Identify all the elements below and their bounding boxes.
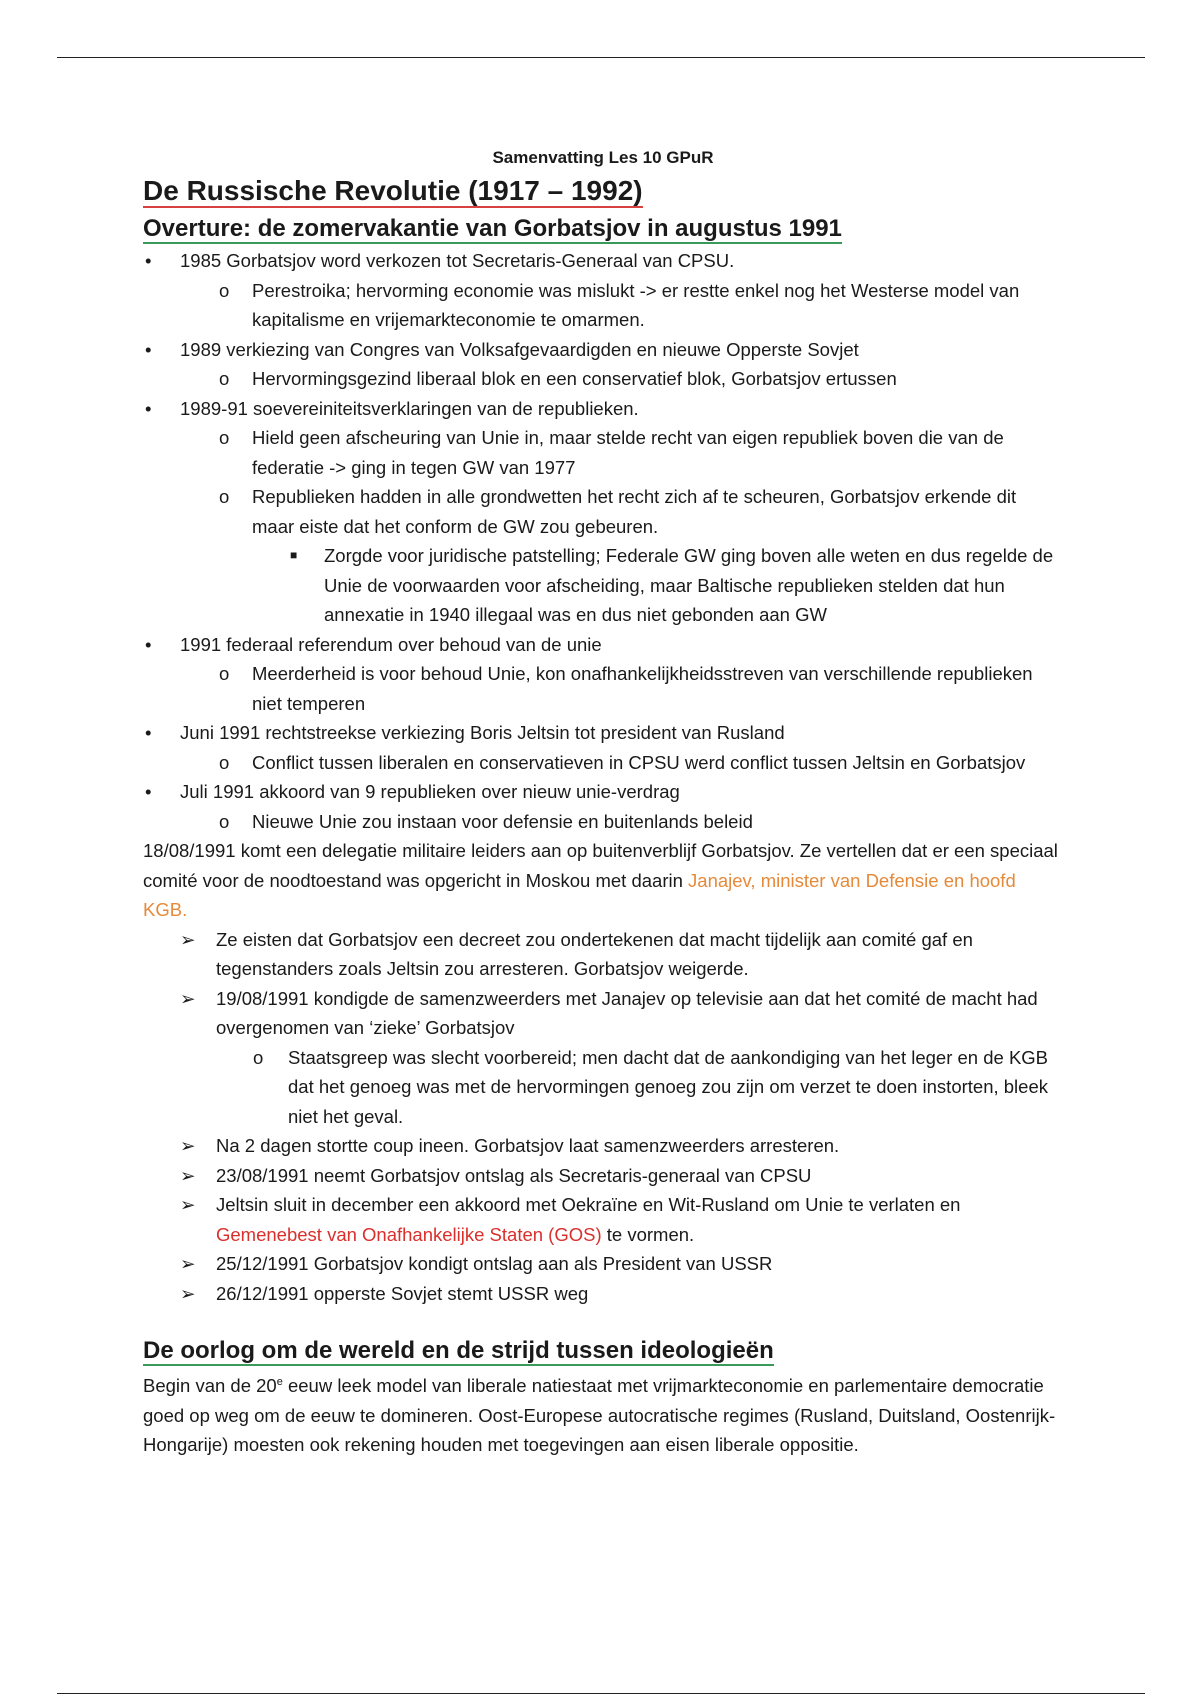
document-title: Samenvatting Les 10 GPuR [492, 148, 714, 167]
bullet-item: • 1991 federaal referendum over behoud van de unie [143, 630, 1063, 660]
arrow-item: ➢ 25/12/1991 Gorbatsjov kondigt ontslag aan als President van USSR [143, 1249, 1063, 1279]
highlight-gos: Gemenebest van Onafhankelijke Staten (GOS) [216, 1223, 602, 1245]
circle-marker: o [219, 486, 230, 507]
bullet-item: • 1989-91 soevereiniteitsverklaringen van de republieken. [143, 394, 1063, 424]
circle-marker: o [219, 751, 230, 773]
circle-marker: o [219, 427, 230, 448]
bullet-marker: • [145, 633, 152, 655]
bullet-marker: • [145, 781, 152, 802]
arrow-marker: ➢ [180, 1253, 196, 1274]
heading-russian-revolution: De Russische Revolutie (1917 – 1992) [143, 175, 643, 206]
bullet-marker: • [145, 722, 152, 743]
circle-marker: o [219, 279, 230, 301]
highlight-janajev: Janajev, minister van Defensie en hoofd KGB. [143, 869, 1016, 920]
paragraph-delegation: 18/08/1991 komt een delegatie militaire leiders aan op buitenverblijf Gorbatsjov. Ze vertellen dat er een speciaal comité voor de noodtoestand was opgericht in Moskou met daarin Janajev, minister van Defensie en hoofd KGB. [143, 840, 1058, 920]
arrow-item: ➢ 19/08/1991 kondigde de samenzweerders met Janajev op televisie aan dat het comité de macht had overgenomen van ‘zieke’ Gorbatsjov [143, 984, 1063, 1043]
bullet-item: • 1985 Gorbatsjov word verkozen tot Secretaris-Generaal van CPSU. [143, 246, 1063, 276]
arrow-sub-item: o Staatsgreep was slecht voorbereid; men dacht dat de aankondiging van het leger en de KGB dat het genoeg was met de hervormingen genoeg zou zijn om verzet te doen instorten, bleek niet het geval. [143, 1043, 1063, 1132]
arrow-marker: ➢ [180, 1164, 196, 1186]
footer-rule [57, 1693, 1145, 1694]
sub-bullet-item: o Conflict tussen liberalen en conservatieven in CPSU werd conflict tussen Jeltsin en Gorbatsjov [143, 748, 1063, 778]
circle-marker: o [219, 810, 230, 832]
bullet-marker: • [145, 250, 152, 271]
arrow-marker: ➢ [180, 928, 196, 950]
arrow-marker: ➢ [180, 1135, 196, 1156]
arrow-marker: ➢ [180, 987, 196, 1009]
heading-overture: Overture: de zomervakantie van Gorbatsjov in augustus 1991 [143, 215, 842, 242]
arrow-item: ➢ 26/12/1991 opperste Sovjet stemt USSR weg [143, 1279, 1063, 1309]
bullet-marker: • [145, 397, 152, 419]
circle-marker: o [219, 663, 230, 684]
arrow-item: ➢ Ze eisten dat Gorbatsjov een decreet zou ondertekenen dat macht tijdelijk aan comité gaf en tegenstanders zoals Jeltsin zou arresteren. Gorbatsjov weigerde. [143, 925, 1063, 984]
sub-bullet-item: o Perestroika; hervorming economie was mislukt -> er restte enkel nog het Westerse model van kapitalisme en vrijemarkteconomie te omarmen. [143, 276, 1063, 335]
bullet-item: • Juli 1991 akkoord van 9 republieken over nieuw unie-verdrag [143, 777, 1063, 807]
heading-ideologies: De oorlog om de wereld en de strijd tussen ideologieën [143, 1337, 774, 1364]
circle-marker: o [219, 368, 230, 389]
arrow-item: ➢ 23/08/1991 neemt Gorbatsjov ontslag als Secretaris-generaal van CPSU [143, 1161, 1063, 1191]
sub-bullet-item: o Hervormingsgezind liberaal blok en een conservatief blok, Gorbatsjov ertussen [143, 364, 1063, 394]
sub-bullet-item: o Nieuwe Unie zou instaan voor defensie en buitenlands beleid [143, 807, 1063, 837]
header-rule [57, 57, 1145, 58]
square-marker: ■ [290, 548, 298, 562]
sub-bullet-item: o Meerderheid is voor behoud Unie, kon onafhankelijkheidsstreven van verschillende republieken niet temperen [143, 659, 1063, 718]
arrow-item: ➢ Na 2 dagen stortte coup ineen. Gorbatsjov laat samenzweerders arresteren. [143, 1131, 1063, 1161]
bullet-item: • 1989 verkiezing van Congres van Volksafgevaardigden en nieuwe Opperste Sovjet [143, 335, 1063, 365]
bullet-marker: • [145, 338, 152, 360]
arrow-marker: ➢ [180, 1282, 196, 1304]
arrow-item: ➢ Jeltsin sluit in december een akkoord met Oekraïne en Wit-Rusland om Unie te verlaten en Gemenebest van Onafhankelijke Staten (GOS) te vormen. [143, 1190, 1063, 1249]
bullet-item: • Juni 1991 rechtstreekse verkiezing Boris Jeltsin tot president van Rusland [143, 718, 1063, 748]
arrow-marker: ➢ [180, 1194, 196, 1215]
circle-marker: o [253, 1046, 264, 1068]
document-page [143, 140, 1063, 1460]
sub-bullet-item: o Hield geen afscheuring van Unie in, maar stelde recht van eigen republiek boven die van de federatie -> ging in tegen GW van 1977 [143, 423, 1063, 482]
sub-sub-bullet-item: ■ Zorgde voor juridische patstelling; Federale GW ging boven alle weten en dus regelde de Unie de voorwaarden voor afscheiding, maar Baltische republieken stelden dat hun annexatie in 1940 illegaal was en dus niet gebonden aan GW [143, 541, 1063, 630]
sub-bullet-item: o Republieken hadden in alle grondwetten het recht zich af te scheuren, Gorbatsjov erkende dit maar eiste dat het conform de GW zou gebeuren. [143, 482, 1063, 541]
paragraph-20th-century: Begin van de 20e eeuw leek model van liberale natiestaat met vrijmarkteconomie en parlementaire democratie goed op weg om de eeuw te domineren. Oost-Europese autocratische regimes (Rusland, Duitsland, Oostenrijk-Hongarije) moesten ook rekening houden met toegevingen aan eisen liberale oppositie. [143, 1375, 1056, 1456]
